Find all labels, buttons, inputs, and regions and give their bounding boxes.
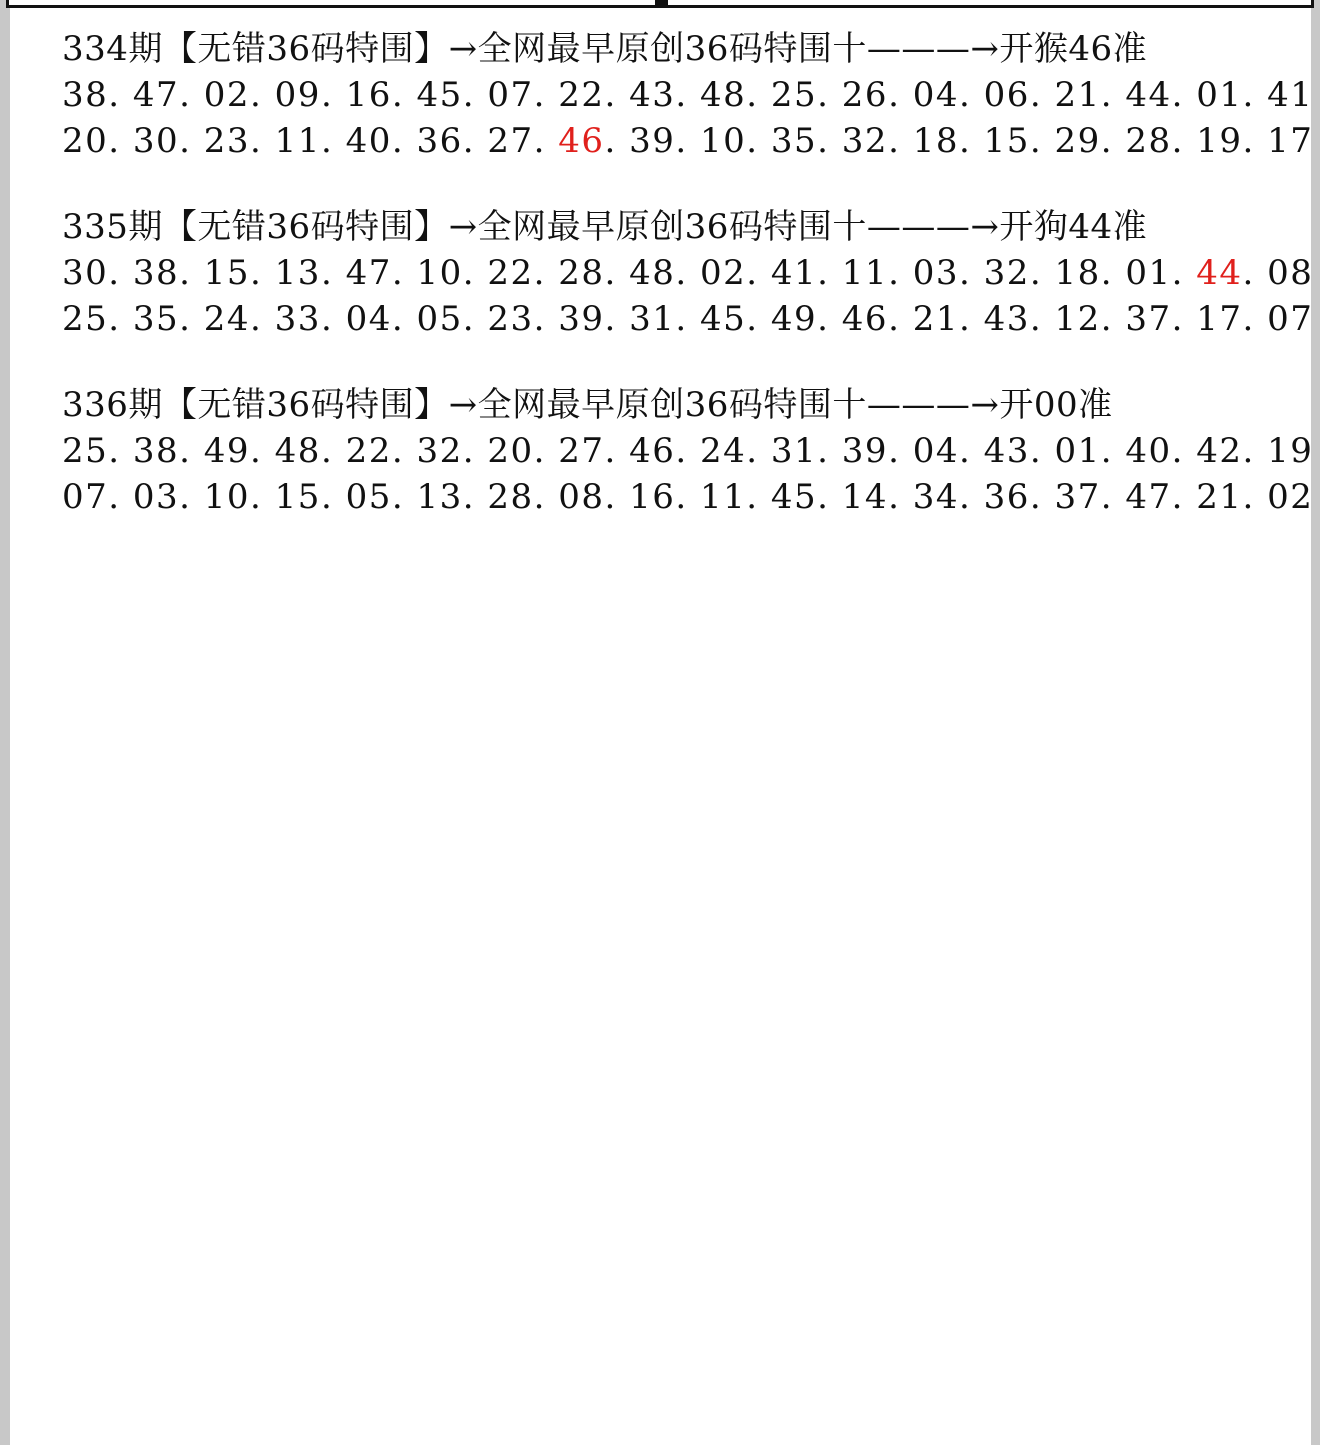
issue-block [62,204,1314,342]
number: 47 [345,253,392,293]
number: 21 [912,299,959,339]
number: 39 [558,299,605,339]
number: 26 [841,75,889,115]
number: 24 [700,431,747,471]
number: 04 [912,75,959,115]
number: 32 [416,431,463,471]
number-separator: . [108,477,133,517]
number-separator: . [391,253,417,293]
top-tab-divider [658,0,665,8]
number: 47 [1125,477,1172,517]
issue-block [62,382,1314,520]
number: 19 [1196,121,1243,161]
number-separator: . [179,75,204,115]
number: 31 [770,431,818,471]
number-separator: . [746,121,771,161]
number: 17 [1267,121,1314,161]
number-separator: . [462,477,488,517]
number-separator: . [533,299,559,339]
number-separator: . [1242,75,1268,115]
number-separator: . [817,75,842,115]
number-separator: . [1029,477,1055,517]
number-separator: . [250,477,275,517]
number: 49 [770,299,818,339]
number-separator: . [179,477,204,517]
number: 30 [62,253,109,293]
number-separator: . [108,121,133,161]
number-separator: . [746,253,771,293]
number-separator: . [250,75,275,115]
number: 22 [487,253,534,293]
number-row [62,250,1314,296]
number: 42 [1196,431,1243,471]
number-separator: . [179,431,204,471]
number: 11 [841,253,889,293]
number: 43 [629,75,676,115]
number-separator: . [1029,299,1055,339]
number-separator: . [1171,121,1197,161]
number: 39 [629,121,676,161]
number-separator: . [958,477,984,517]
number: 38 [62,75,109,115]
number: 01 [1196,75,1243,115]
number-separator: . [1242,253,1268,293]
number-separator: . [1100,431,1126,471]
number-separator: . [1171,477,1197,517]
number-separator: . [604,121,630,161]
number: 28 [487,477,534,517]
number: 07 [1267,299,1314,339]
number: 05 [416,299,463,339]
number-separator: . [1100,75,1126,115]
number-separator: . [1100,477,1126,517]
number: 48 [700,75,747,115]
number: 43 [983,299,1030,339]
number: 11 [700,477,747,517]
top-tab-right[interactable] [665,0,1314,5]
number-separator: . [604,75,630,115]
number: 31 [629,299,676,339]
number-separator: . [675,299,701,339]
number: 09 [274,75,321,115]
number: 02 [203,75,251,115]
number: 02 [700,253,747,293]
number-separator: . [533,75,559,115]
number-separator: . [250,431,275,471]
number-separator: . [1100,121,1126,161]
number-separator: . [320,477,346,517]
number: 03 [132,477,180,517]
number-separator: . [533,121,559,161]
number-separator: . [746,477,771,517]
number-separator: . [391,75,417,115]
number-separator: . [1242,121,1268,161]
number-separator: . [958,299,984,339]
number: 10 [203,477,251,517]
number: 36 [416,121,463,161]
number: 46 [841,299,889,339]
number: 08 [1267,253,1314,293]
number: 14 [841,477,889,517]
number-separator: . [108,431,133,471]
hit-number: 46 [558,121,605,161]
number: 23 [487,299,534,339]
number: 30 [132,121,180,161]
number: 25 [62,431,109,471]
number: 38 [132,431,180,471]
number-separator: . [1242,431,1268,471]
number-separator: . [1100,299,1126,339]
number-separator: . [391,477,417,517]
number-separator: . [746,299,771,339]
number-separator: . [179,121,204,161]
number-separator: . [462,431,488,471]
number-separator: . [888,121,913,161]
number-separator: . [958,75,984,115]
number-separator: . [108,299,133,339]
number-separator: . [604,477,630,517]
issue-headline: 335期【无错36码特围】→全网最早原创36码特围十———→开狗44准 [62,207,1148,247]
number-separator: . [462,253,488,293]
number-separator: . [1029,121,1055,161]
number: 01 [1125,253,1172,293]
number-separator: . [888,253,913,293]
number-separator: . [604,431,630,471]
number: 24 [203,299,251,339]
number-row [62,474,1314,520]
number-separator: . [817,431,842,471]
number-separator: . [1100,253,1126,293]
number-separator: . [1171,75,1197,115]
number-separator: . [320,75,346,115]
issues-list [62,26,1314,560]
number-separator: . [391,299,417,339]
number: 19 [1267,431,1314,471]
number-separator: . [1029,75,1055,115]
number: 06 [983,75,1030,115]
number: 27 [558,431,605,471]
number: 16 [345,75,392,115]
number-separator: . [958,121,984,161]
number-separator: . [958,253,984,293]
number-separator: . [533,431,559,471]
number-separator: . [250,253,275,293]
number: 15 [983,121,1030,161]
number: 47 [132,75,180,115]
issue-headline: 334期【无错36码特围】→全网最早原创36码特围十———→开猴46准 [62,29,1148,69]
number: 37 [1125,299,1172,339]
document-page [10,8,1314,1445]
top-tab-left[interactable] [6,0,658,5]
number: 25 [770,75,818,115]
issue-headline: 336期【无错36码特围】→全网最早原创36码特围十———→开00准 [62,385,1113,425]
top-toolbar-edge [6,0,1314,8]
number-separator: . [179,299,204,339]
number-separator: . [320,121,346,161]
number: 22 [345,431,392,471]
number: 15 [203,253,251,293]
number: 28 [558,253,605,293]
number: 16 [629,477,676,517]
number-separator: . [320,431,346,471]
number-separator: . [746,431,771,471]
number: 45 [770,477,818,517]
number-separator: . [533,477,559,517]
number: 18 [912,121,959,161]
number: 46 [629,431,676,471]
number: 18 [1054,253,1101,293]
number: 48 [629,253,676,293]
number: 32 [841,121,889,161]
number-separator: . [675,253,701,293]
number-row [62,72,1314,118]
number-row [62,428,1314,474]
number: 29 [1054,121,1101,161]
number: 10 [700,121,747,161]
number-separator: . [604,253,630,293]
number-row [62,296,1314,342]
number: 45 [700,299,747,339]
number: 32 [983,253,1030,293]
number: 17 [1196,299,1243,339]
number-separator: . [250,121,275,161]
number: 07 [62,477,109,517]
number: 41 [770,253,818,293]
number-separator: . [817,477,842,517]
number: 11 [274,121,321,161]
number: 33 [274,299,321,339]
number-separator: . [817,121,842,161]
number-separator: . [817,299,842,339]
number-separator: . [1171,253,1197,293]
number-separator: . [675,477,701,517]
number-separator: . [320,299,346,339]
number-separator: . [108,75,133,115]
number: 08 [558,477,605,517]
number: 22 [558,75,605,115]
number-separator: . [1242,477,1268,517]
number-separator: . [1029,431,1055,471]
number: 27 [487,121,534,161]
number-separator: . [462,75,488,115]
number: 05 [345,477,392,517]
number-separator: . [604,299,630,339]
number: 15 [274,477,321,517]
number: 28 [1125,121,1172,161]
number: 49 [203,431,251,471]
number-separator: . [1171,431,1197,471]
number-separator: . [391,431,417,471]
number: 01 [1054,431,1101,471]
number-separator: . [675,431,701,471]
number: 21 [1196,477,1243,517]
number-separator: . [817,253,842,293]
number-separator: . [675,121,701,161]
number-separator: . [958,431,984,471]
hit-number: 44 [1196,253,1243,293]
number: 07 [487,75,534,115]
number: 12 [1054,299,1101,339]
number: 04 [912,431,959,471]
number-row [62,118,1314,164]
number: 03 [912,253,959,293]
number: 36 [983,477,1030,517]
number-separator: . [462,299,488,339]
number-separator: . [888,477,913,517]
number: 35 [132,299,180,339]
number: 10 [416,253,463,293]
number: 39 [841,431,889,471]
number: 37 [1054,477,1101,517]
number: 44 [1125,75,1172,115]
number: 21 [1054,75,1101,115]
number-separator: . [888,431,913,471]
number: 25 [62,299,109,339]
number: 13 [274,253,321,293]
number-separator: . [108,253,133,293]
number-separator: . [1029,253,1055,293]
number: 38 [132,253,180,293]
number: 20 [62,121,109,161]
number-separator: . [250,299,275,339]
number-separator: . [746,75,771,115]
number: 23 [203,121,251,161]
number: 48 [274,431,321,471]
number: 45 [416,75,463,115]
number-separator: . [391,121,417,161]
number: 43 [983,431,1030,471]
number-separator: . [533,253,559,293]
number: 13 [416,477,463,517]
number: 20 [487,431,534,471]
number: 40 [345,121,392,161]
number-separator: . [888,75,913,115]
number-separator: . [1171,299,1197,339]
number-separator: . [320,253,346,293]
issue-block [62,26,1314,164]
number: 41 [1267,75,1314,115]
number-separator: . [1242,299,1268,339]
number: 04 [345,299,392,339]
number: 02 [1267,477,1314,517]
number: 40 [1125,431,1172,471]
number-separator: . [462,121,488,161]
number: 35 [770,121,818,161]
number-separator: . [179,253,204,293]
number: 34 [912,477,959,517]
number-separator: . [888,299,913,339]
number-separator: . [675,75,701,115]
